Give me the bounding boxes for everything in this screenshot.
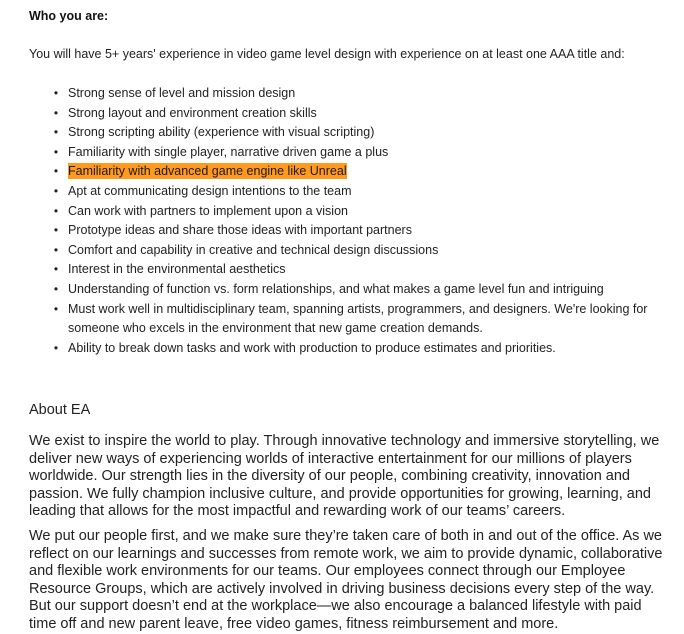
requirements-intro: You will have 5+ years' experience in video game level design with experience on at least one AAA title and: <box>29 47 625 61</box>
list-item-text: Must work well in multidisciplinary team, spanning artists, programmers, and designers. We're looking for someone who excels in the environment that new game creation demands. <box>68 301 648 336</box>
list-item <box>0 221 684 241</box>
list-item <box>0 182 684 202</box>
list-item <box>0 123 684 143</box>
list-item <box>0 202 684 222</box>
list-item-highlighted <box>0 162 684 182</box>
list-item <box>0 143 684 163</box>
who-you-are-heading: Who you are: <box>29 9 109 23</box>
list-item <box>0 84 684 104</box>
requirements-list <box>0 84 684 358</box>
bullet-icon: • <box>53 86 59 100</box>
bullet-icon: • <box>53 281 59 296</box>
list-item-text: Ability to break down tasks and work with production to produce estimates and priorities. <box>68 340 556 355</box>
highlighted-text: Familiarity with advanced game engine like Unreal <box>68 164 347 179</box>
list-item-text: Strong layout and environment creation skills <box>68 105 317 120</box>
list-item-text: Strong scripting ability (experience with visual scripting) <box>68 125 375 140</box>
list-item-text: Comfort and capability in creative and technical design discussions <box>68 242 439 257</box>
list-item <box>0 241 684 261</box>
list-item-text: Familiarity with single player, narrative driven game a plus <box>68 144 389 159</box>
bullet-icon: • <box>53 105 59 120</box>
bullet-icon: • <box>53 242 59 257</box>
list-item <box>0 104 684 124</box>
list-item <box>0 339 684 359</box>
list-item-text: Prototype ideas and share those ideas with important partners <box>68 223 412 238</box>
about-ea-heading: About EA <box>29 402 91 418</box>
list-item-text: Understanding of function vs. form relationships, and what makes a game level fun and intriguing <box>68 281 604 296</box>
about-paragraph-mission: We exist to inspire the world to play. Through innovative technology and immersive storytelling, we deliver new ways of experiencing worlds of interactive entertainment for our millions of players worldwide. Our strength lies in the diversity of our people, combining creativity, innovation and passion. We fully champion inclusive culture, and provide opportunities for growing, learning, and leading that allows for the most impactful and rewarding work of our teams’ careers. <box>29 433 660 520</box>
list-item-text: Can work with partners to implement upon a vision <box>68 203 348 218</box>
bullet-icon: • <box>53 183 59 198</box>
list-item-text: Strong sense of level and mission design <box>68 86 296 100</box>
list-item-text: Interest in the environmental aesthetics <box>68 262 286 277</box>
list-item <box>0 300 684 339</box>
bullet-icon: • <box>53 144 59 159</box>
list-item <box>0 280 684 300</box>
bullet-icon: • <box>53 262 59 277</box>
bullet-icon: • <box>53 340 59 355</box>
bullet-icon: • <box>53 223 59 238</box>
list-item <box>0 260 684 280</box>
list-item-text: Apt at communicating design intentions to the team <box>68 183 352 198</box>
bullet-icon: • <box>53 203 59 218</box>
about-paragraph-people: We put our people first, and we make sure they’re taken care of both in and out of the office. As we reflect on our learnings and successes from remote work, we aim to provide dynamic, collaborative and flexible work environments for our teams. Our employees connect through our Employee Resource Groups, which are actively involved in driving business decisions every step of the way. But our support doesn’t end at the workplace—we also encourage a balanced lifestyle with paid time off and new parent leave, free video games, fitness reimbursement and more. <box>29 528 663 632</box>
bullet-icon: • <box>53 125 59 140</box>
bullet-icon: • <box>53 301 59 316</box>
bullet-icon: • <box>53 164 59 179</box>
